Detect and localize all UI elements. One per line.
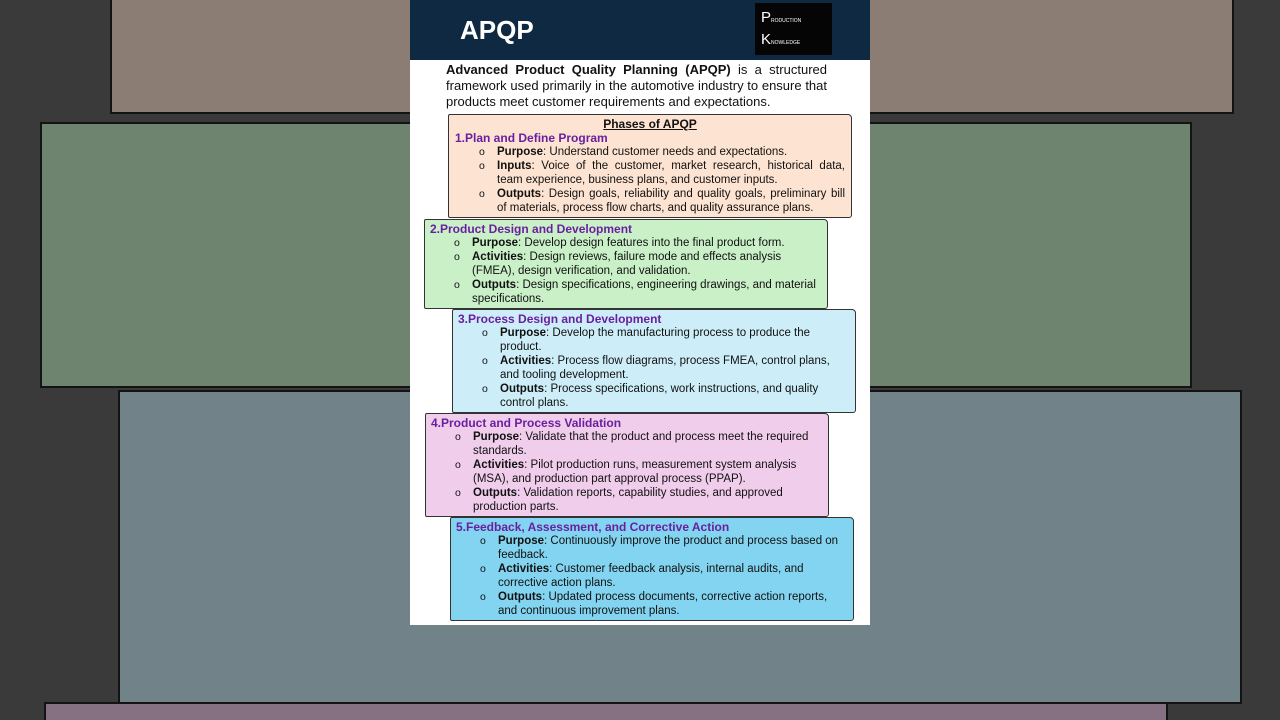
item-label: Purpose <box>473 431 520 443</box>
list-item <box>431 430 823 458</box>
list-item <box>455 187 845 215</box>
logo-text-knowledge: NOWLEDGE <box>771 40 801 46</box>
bullet-icon: o <box>479 160 485 172</box>
bullet-icon: o <box>454 237 460 249</box>
item-label: Purpose <box>497 146 544 158</box>
bullet-icon: o <box>480 535 486 547</box>
item-text: : Design goals, reliability and quality goals, preliminary bill of materials, process flow charts, and quality assurance plans. <box>497 188 845 214</box>
channel-logo <box>755 3 832 55</box>
phase-box-1 <box>448 114 852 218</box>
item-text: : Updated process documents, corrective action reports, and continuous improvement plans. <box>498 591 828 617</box>
content-panel <box>410 0 870 625</box>
intro-paragraph <box>446 62 827 110</box>
list-item <box>456 534 848 562</box>
bullet-icon: o <box>455 459 461 471</box>
list-item <box>458 382 850 410</box>
phase-title: 5.Feedback, Assessment, and Corrective Action <box>456 520 730 534</box>
list-item <box>455 145 845 159</box>
bullet-icon: o <box>455 487 461 499</box>
list-item <box>458 326 850 354</box>
bg-block-pink <box>44 702 1168 720</box>
phase-title: 4.Product and Process Validation <box>431 416 622 430</box>
item-text: : Develop the manufacturing process to produce the product. <box>500 327 811 353</box>
item-label: Purpose <box>472 237 519 249</box>
content-panel-wrapper <box>410 0 870 625</box>
phase-items <box>458 326 850 410</box>
phase-items <box>431 430 823 514</box>
item-text: : Voice of the customer, market research, historical data, team experience, business plans, and customer inputs. <box>497 160 845 186</box>
bullet-icon: o <box>479 146 485 158</box>
list-item <box>455 159 845 187</box>
item-text: : Design specifications, engineering drawings, and material specifications. <box>472 279 816 305</box>
phase-box-3 <box>452 309 856 413</box>
item-label: Outputs <box>500 383 545 395</box>
bullet-icon: o <box>454 251 460 263</box>
phase-title: 1.Plan and Define Program <box>455 131 608 145</box>
item-label: Activities <box>472 251 524 263</box>
bullet-icon: o <box>455 431 461 443</box>
bullet-icon: o <box>454 279 460 291</box>
list-item <box>431 486 823 514</box>
page-title: APQP <box>460 15 534 45</box>
item-label: Outputs <box>498 591 543 603</box>
list-item <box>456 590 848 618</box>
bullet-icon: o <box>479 188 485 200</box>
item-text: : Validation reports, capability studies, and approved production parts. <box>473 487 783 513</box>
phase-box-4 <box>425 413 829 517</box>
logo-letter-k: K <box>761 31 772 48</box>
item-label: Purpose <box>500 327 547 339</box>
item-label: Activities <box>498 563 550 575</box>
item-text: : Continuously improve the product and process based on feedback. <box>498 535 839 561</box>
phase-title: 2.Product Design and Development <box>430 222 633 236</box>
item-label: Outputs <box>472 279 517 291</box>
phase-box-5 <box>450 517 854 621</box>
item-text: : Understand customer needs and expectations. <box>543 146 788 158</box>
item-label: Purpose <box>498 535 545 547</box>
list-item <box>430 236 822 250</box>
bullet-icon: o <box>480 563 486 575</box>
item-text: : Validate that the product and process meet the required standards. <box>473 431 809 457</box>
list-item <box>430 278 822 306</box>
header-bar <box>410 0 870 60</box>
item-label: Activities <box>500 355 552 367</box>
phase-items <box>430 236 822 306</box>
phase-items <box>455 145 845 215</box>
phases-heading: Phases of APQP <box>603 117 697 131</box>
item-text: : Develop design features into the final product form. <box>518 237 785 249</box>
item-label: Outputs <box>497 188 542 200</box>
item-label: Activities <box>473 459 525 471</box>
bullet-icon: o <box>482 383 488 395</box>
list-item <box>456 562 848 590</box>
logo-text-production: RODUCTION <box>771 18 802 24</box>
intro-text: is a structured framework used primarily in the automotive industry to ensure that products meet customer requirements and expectations. <box>446 62 827 109</box>
phase-title: 3.Process Design and Development <box>458 312 662 326</box>
item-text: : Process specifications, work instructions, and quality control plans. <box>500 383 819 409</box>
bullet-icon: o <box>482 355 488 367</box>
phase-box-2 <box>424 219 828 309</box>
item-text: : Customer feedback analysis, internal audits, and corrective action plans. <box>498 563 804 589</box>
item-text: : Pilot production runs, measurement system analysis (MSA), and production part approval process (PPAP). <box>473 459 797 485</box>
item-text: : Design reviews, failure mode and effects analysis (FMEA), design verification, and validation. <box>472 251 782 277</box>
item-text: : Process flow diagrams, process FMEA, control plans, and tooling development. <box>500 355 830 381</box>
intro-term: Advanced Product Quality Planning (APQP) <box>446 62 731 77</box>
bullet-icon: o <box>482 327 488 339</box>
item-label: Outputs <box>473 487 518 499</box>
item-label: Inputs <box>497 160 532 172</box>
list-item <box>431 458 823 486</box>
list-item <box>430 250 822 278</box>
phase-items <box>456 534 848 618</box>
logo-letter-p: P <box>761 9 772 26</box>
bullet-icon: o <box>480 591 486 603</box>
list-item <box>458 354 850 382</box>
